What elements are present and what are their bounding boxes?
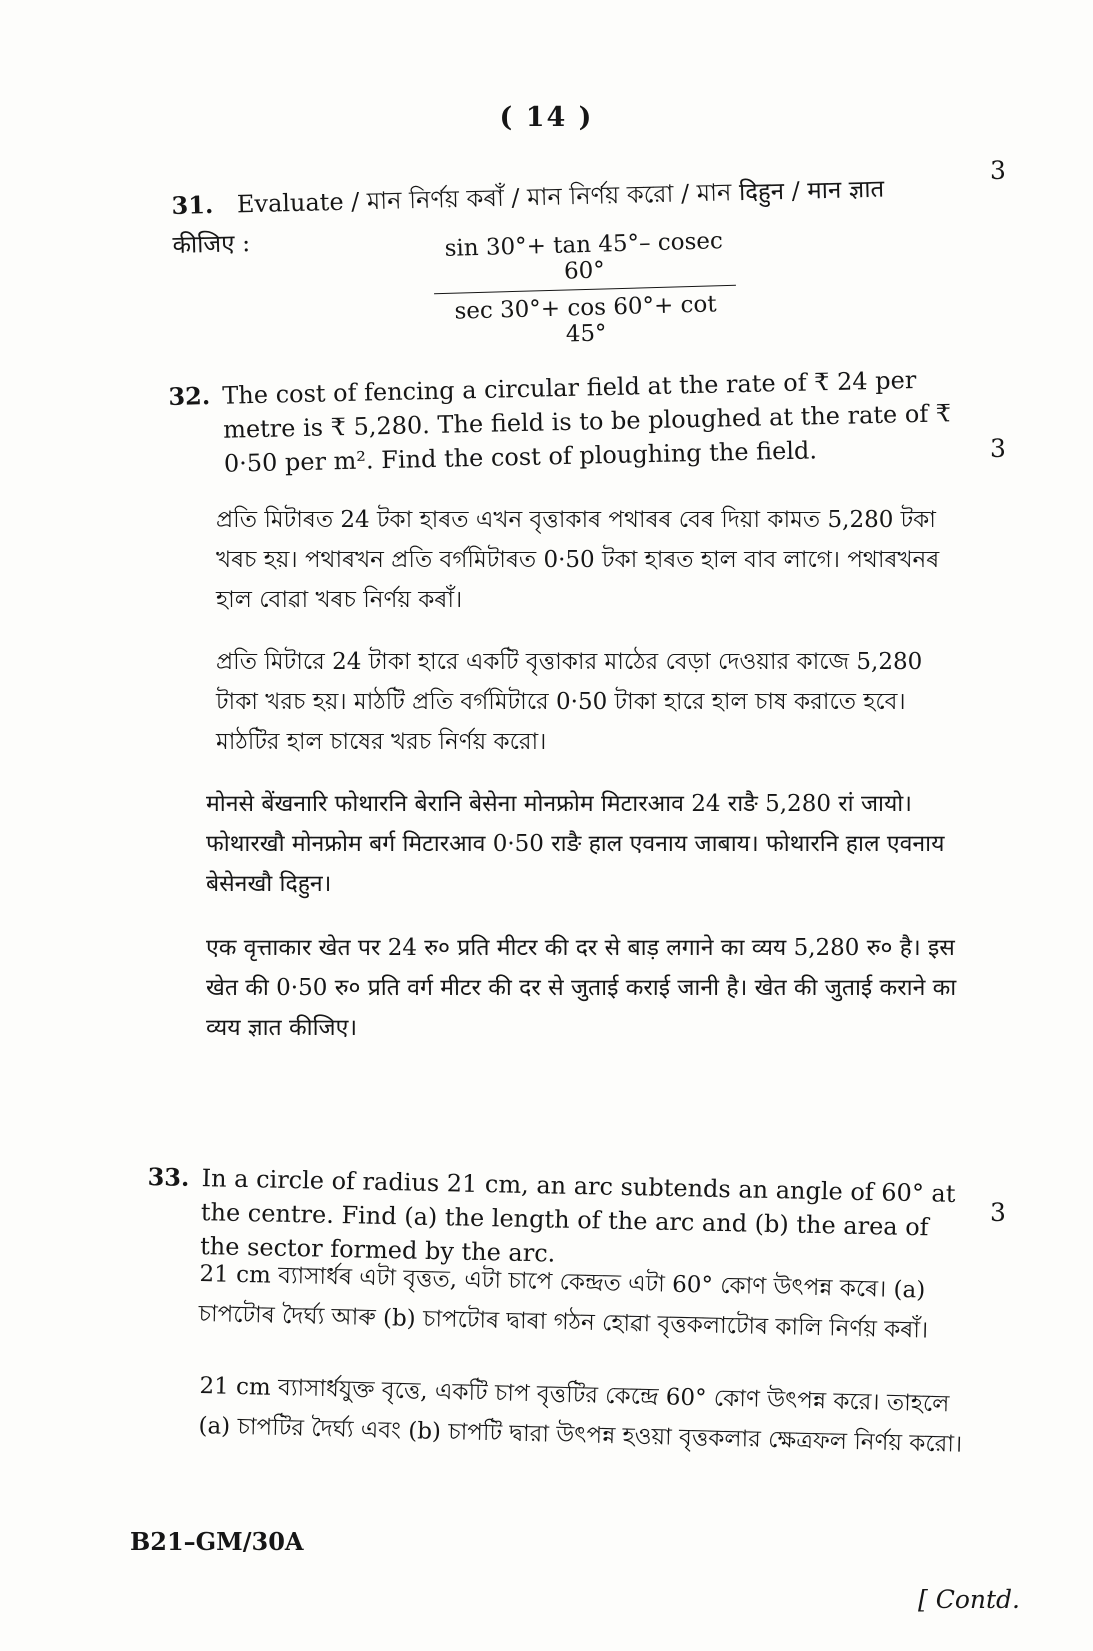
question-32-number: 32.	[168, 381, 211, 411]
question-32-bengali: প্রতি মিটারে 24 টাকা হারে একটি বৃত্তাকার মাঠের বেড়া দেওয়ার কাজে 5,280 টাকা খরচ হয়। মাঠটি প্রতি বর্গমিটারে 0·50 টাকা হারে হাল চাষ করাতে হবে। মাঠটির হাল চাষের খরচ নির্ণয় করো।	[216, 649, 923, 755]
question-32-marks: 3	[990, 434, 1006, 463]
question-33-assamese: 21 cm ব্যাসাৰ্ধৰ এটা বৃত্তত, এটা চাপে কেন্দ্ৰত এটা 60° কোণ উৎপন্ন কৰে। (a) চাপটোৰ দৈৰ্ঘ্য আৰু (b) চাপটোৰ দ্বাৰা গঠন হোৱা বৃত্তকলাটোৰ কালি নিৰ্ণয় কৰাঁ।	[198, 1260, 929, 1344]
question-33-english: In a circle of radius 21 cm, an arc subtends an angle of 60° at the centre. Find (a) the length of the arc and (b) the area of the sector formed by the arc.	[199, 1164, 956, 1268]
question-33-bengali: 21 cm ব্যাসার্ধযুক্ত বৃত্তে, একটি চাপ বৃত্তটির কেন্দ্রে 60° কোণ উৎপন্ন করে। তাহলে (a) চাপটির দৈর্ঘ্য এবং (b) চাপটি দ্বারা উৎপন্ন হওয়া বৃত্তকলার ক্ষেত্রফল নির্ণয় করো।	[198, 1372, 963, 1458]
question-33-marks: 3	[990, 1198, 1006, 1227]
question-32-assamese: প্ৰতি মিটাৰত 24 টকা হাৰত এখন বৃত্তাকাৰ পথাৰৰ বেৰ দিয়া কামত 5,280 টকা খৰচ হয়। পথাৰখন প্ৰতি বৰ্গমিটাৰত 0·50 টকা হাৰত হাল বাব লাগে। পথাৰখনৰ হাল বোৱা খৰচ নিৰ্ণয় কৰাঁ।	[216, 507, 940, 613]
question-31-fraction	[428, 228, 741, 352]
question-32	[168, 362, 970, 482]
question-33-number: 33.	[147, 1161, 190, 1192]
question-32-bodo: मोनसे बेंखनारि फोथारनि बेरानि बेसेना मोनफ्रोम मिटारआव 24 राङै 5,280 रां जायो। फोथारखौ मोनफ्रोम बर्ग मिटारआव 0·50 राङै हाल एवनाय जाबाय। फोथारनि हाल एवनाय बेसेनखौ दिहुन।	[206, 791, 945, 897]
question-31-number: 31.	[171, 189, 214, 221]
question-32-english: The cost of fencing a circular field at the rate of ₹ 24 per metre is ₹ 5,280. The field is to be ploughed at the rate of ₹ 0·50 per m². Find the cost of ploughing the field.	[222, 366, 952, 478]
question-31-marks: 3	[990, 156, 1006, 185]
question-31-prompt: Evaluate / মান নিৰ্ণয় কৰাঁ / মান নির্ণয় করো / মান दिहुन / मान ज्ञात कीजिए :	[172, 174, 885, 259]
page-number: ( 14 )	[499, 102, 594, 133]
continued-marker: [ Contd.	[918, 1585, 1020, 1614]
question-32-hindi: एक वृत्ताकार खेत पर 24 रु० प्रति मीटर की दर से बाड़ लगाने का व्यय 5,280 रु० है। इस खेत की 0·50 रु० प्रति वर्ग मीटर की दर से जुताई कराई जानी है। खेत की जुताई कराने का व्यय ज्ञात कीजिए।	[206, 935, 957, 1041]
fraction-denominator: sec 30°+ cos 60°+ cot 45°	[454, 291, 717, 348]
paper-code: B21–GM/30A	[130, 1527, 304, 1556]
fraction-numerator: sin 30°+ tan 45°– cosec 60°	[444, 228, 724, 285]
